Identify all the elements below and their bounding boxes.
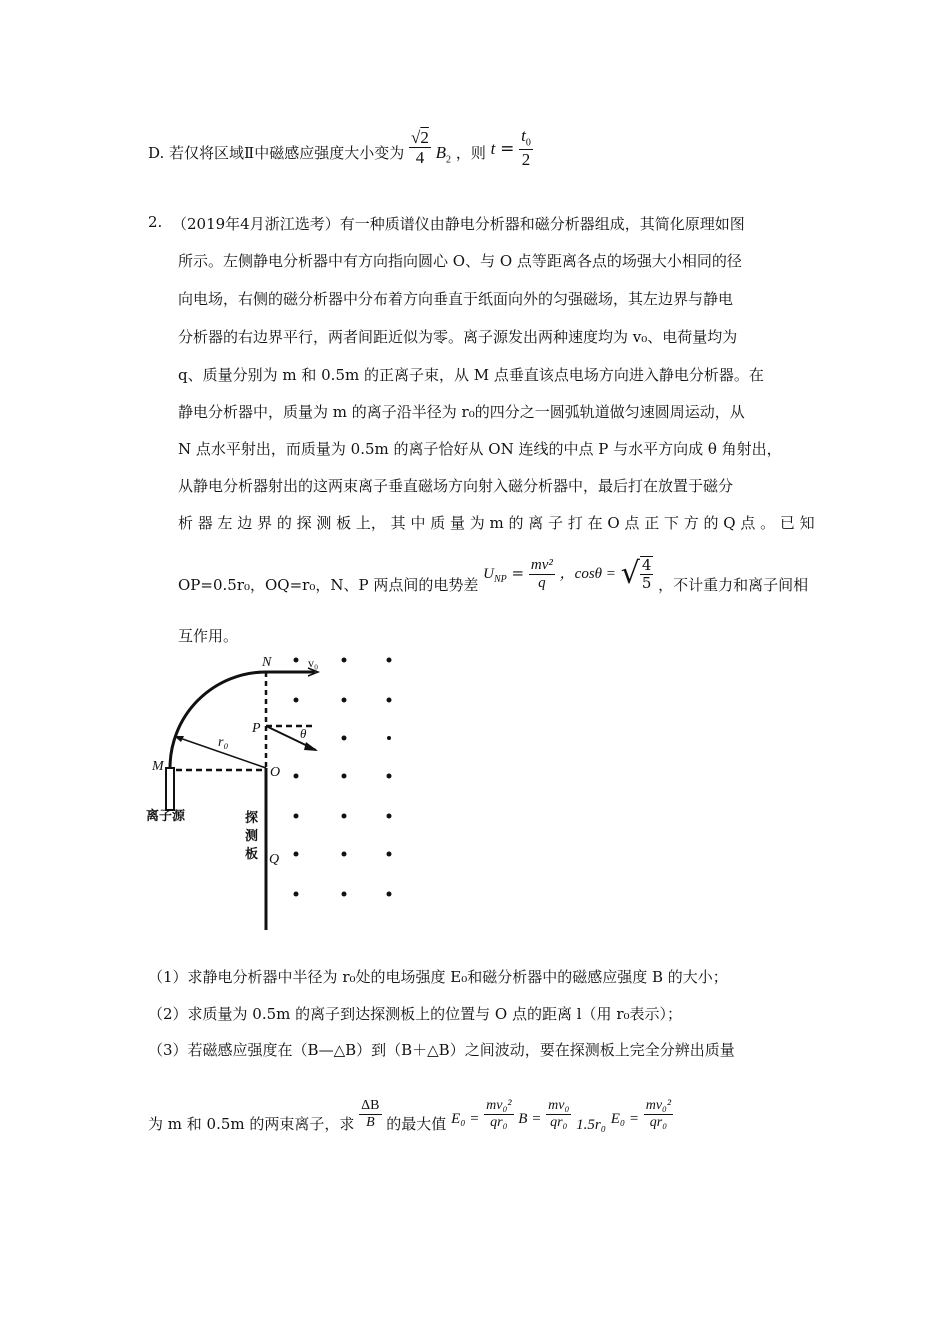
fraction-dB-over-B: $\frac{\Delta B}{B}$ bbox=[361, 1098, 380, 1131]
label-M: M bbox=[152, 759, 164, 774]
label-detector-1: 探 bbox=[245, 811, 259, 826]
ans-fraction-3: $\frac{\text{mv₀²}}{\text{qr₀}}$ bbox=[645, 1098, 672, 1131]
question-2: （2）求质量为 0.5m 的离子到达探测板上的位置与 O 点的距离 l（用 r₀表示）； bbox=[148, 1005, 683, 1023]
ans-fraction-1: $\frac{\text{mv₀²}}{\text{qr₀}}$ bbox=[486, 1098, 512, 1131]
problem-line-3: 向电场，右侧的磁分析器中分布着方向垂直于纸面向外的匀强磁场，其左边界与静电 bbox=[178, 290, 734, 308]
problem-number: 2. bbox=[148, 213, 163, 231]
label-Q: Q bbox=[269, 852, 280, 867]
cos-theta: ，cosθ = bbox=[559, 566, 616, 583]
option-d-text: D. 若仅将区域Ⅱ中磁感应强度大小变为 bbox=[148, 143, 405, 162]
unp-symbol: $U_{NP}$ bbox=[483, 566, 507, 586]
b2-symbol: $B_2$ bbox=[435, 142, 452, 166]
problem-line-8: 从静电分析器射出的这两束离子垂直磁场方向射入磁分析器中，最后打在放置于磁分 bbox=[178, 477, 734, 495]
fraction-sqrt2-over-4: $\frac{√2}{4}$ bbox=[411, 127, 429, 168]
ans-fraction-2: $\frac{\text{mv₀}}{\text{qr₀}}$ bbox=[548, 1098, 570, 1131]
label-theta: θ bbox=[300, 726, 307, 741]
problem-line-5: q、质量分别为 m 和 0.5m 的正离子束，从 M 点垂直该点电场方向进入静电分析器。在 bbox=[178, 366, 764, 384]
mass-spectrometer-figure bbox=[140, 650, 420, 940]
label-ion-source: 离子源 bbox=[146, 809, 186, 824]
problem-line-1: （2019年4月浙江选考）有一种质谱仪由静电分析器和磁分析器组成，其简化原理如图 bbox=[172, 215, 745, 233]
known-prefix: OP=0.5r₀，OQ=r₀，N、P 两点间的电势差 bbox=[178, 576, 479, 595]
ans-b: B = bbox=[518, 1110, 542, 1127]
fraction-mv2-over-q: $\frac{\text{mv²}}{q}$ bbox=[530, 556, 553, 591]
ans-e0-b: E₀ = bbox=[610, 1110, 639, 1127]
q3b-mid: 的最大值 bbox=[386, 1114, 447, 1133]
question-3-continued bbox=[148, 1098, 673, 1150]
arc-trajectory bbox=[170, 672, 315, 768]
option-d bbox=[148, 126, 533, 176]
label-N: N bbox=[262, 655, 272, 670]
label-v0: v₀ bbox=[308, 656, 319, 670]
known-suffix: ，不计重力和离子间相 bbox=[658, 576, 809, 595]
equals: = bbox=[500, 138, 515, 159]
label-r0: r₀ bbox=[218, 735, 229, 750]
then-text: ，则 bbox=[455, 143, 486, 162]
t-symbol: t bbox=[490, 138, 496, 158]
problem-last-line: 互作用。 bbox=[178, 627, 239, 645]
problem-line-9: 析 器 左 边 界 的 探 测 板 上， 其 中 质 量 为 m 的 离 子 打 在 O 点 正 下 方 的 Q 点 。 已 知 bbox=[178, 514, 815, 532]
magnetic-field-dots bbox=[294, 658, 392, 897]
fraction-sqrt-4-over-5: √ $\frac{4}{5}$ bbox=[620, 556, 652, 593]
q3b-prefix: 为 m 和 0.5m 的两束离子，求 bbox=[148, 1114, 355, 1133]
problem-line-6: 静电分析器中，质量为 m 的离子沿半径为 r₀的四分之一圆弧轨道做匀速圆周运动，从 bbox=[178, 403, 745, 421]
problem-line-7: N 点水平射出，而质量为 0.5m 的离子恰好从 ON 连线的中点 P 与水平方向成 θ 角射出， bbox=[178, 440, 782, 458]
label-P: P bbox=[252, 721, 261, 736]
ans-e0: E₀ = bbox=[451, 1110, 480, 1127]
problem-line-2: 所示。左侧静电分析器中有方向指向圆心 O、与 O 点等距离各点的场强大小相同的径 bbox=[178, 252, 742, 270]
known-conditions: OP=0.5r₀，OQ=r₀，N、P 两点间的电势差 $U_{NP}$ = $\frac{\text{mv²}}{q}$ ，cosθ = √ $\frac{4}{5}$ ，不计重力和离子间相 bbox=[178, 556, 809, 595]
problem-line-4: 分析器的右边界平行，两者间距近似为零。离子源发出两种速度均为 v₀、电荷量均为 bbox=[178, 328, 738, 346]
ans-15r0: 1.5r₀ bbox=[576, 1116, 606, 1133]
fraction-t0-over-2: $\frac{t_0}{2}$ bbox=[521, 126, 531, 169]
label-detector-2: 测 bbox=[245, 829, 259, 844]
label-detector-3: 板 bbox=[245, 847, 259, 862]
question-1: （1）求静电分析器中半径为 r₀处的电场强度 E₀和磁分析器中的磁感应强度 B 的大小； bbox=[148, 968, 728, 986]
ion-source bbox=[166, 768, 174, 810]
question-3: （3）若磁感应强度在（B—△B）到（B＋△B）之间波动，要在探测板上完全分辨出质量 bbox=[148, 1041, 735, 1059]
label-O: O bbox=[270, 765, 281, 780]
